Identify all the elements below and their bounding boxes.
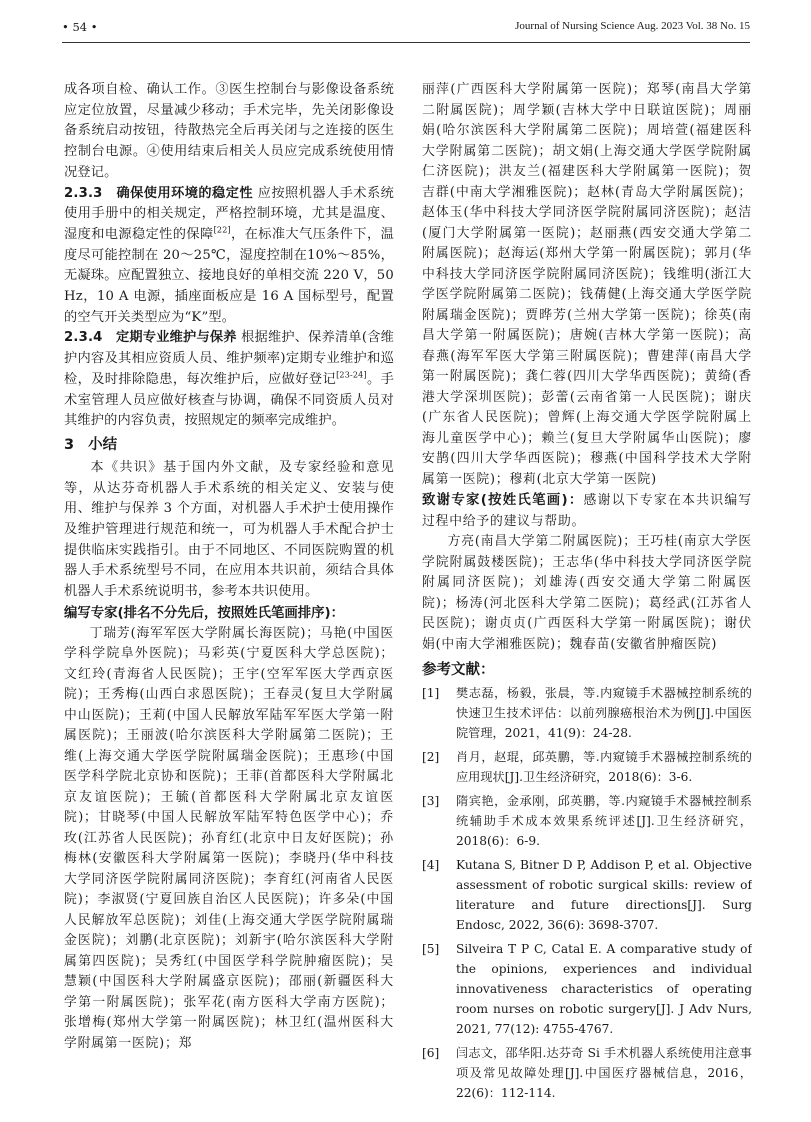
citation: [23-24] xyxy=(336,370,367,380)
reference-item xyxy=(422,855,752,935)
ack-text: 感谢以下专家在本共识编写过程中给予的建议与帮助。 xyxy=(422,493,752,529)
header-rule xyxy=(62,42,750,43)
ack-heading: 致谢专家(按姓氏笔画)： xyxy=(422,493,584,508)
references-list xyxy=(422,683,752,1100)
section-2-3-4-text-a: 根据维护、保养清单(含维护内容及其相应资质人员、维护频率)定期专业维护和巡检，及时排除隐患，每次维护后，应做好登记 xyxy=(64,330,394,387)
running-header xyxy=(62,18,750,38)
ack-names: 方亮(南昌大学第二附属医院)；王巧桂(南京大学医学院附属鼓楼医院)；王志华(华中科技大学同济医学院附属同济医院)；刘雄涛(西安交通大学第二附属医院)；杨涛(河北医科大学第二医院)；葛经武(江苏省人民医院)；谢贞贞(广西医科大学第一附属医院)；谢伏娟(中南大学湘雅医院)；魏春苗(安徽省肿瘤医院) xyxy=(422,534,752,652)
ref-number: [5] xyxy=(422,942,440,956)
page-number: • 54 • xyxy=(62,20,98,34)
section-3-number: 3 xyxy=(64,436,75,453)
section-3-heading xyxy=(64,434,394,456)
summary-paragraph: 本《共识》基于国内外文献，及专家经验和意见等，从达芬奇机器人手术系统的相关定义、安装与使用、维护与保养 3 个方面，对机器人手术护士使用操作及维护管理进行规范和统一，可为机器人手术配合护士提供临床实践指引。由于不同地区、不同医院购置的机器人手术系统型号不同，在应用本共识前，须结合具体机器人手术系统说明书，参考本共识使用。 xyxy=(64,459,394,600)
ref-number: [4] xyxy=(422,858,440,872)
section-2-3-3-text-a: 应按照机器人手术系统使用手册中的相关规定，严格控制环境，尤其是温度、湿度和电源稳定性的保障 xyxy=(64,185,394,242)
left-column xyxy=(64,80,394,1100)
ref-text: 肖月，赵琨，邱英鹏，等.内窥镜手术器械控制系统的应用现状[J].卫生经济研究，2018(6)：3-6. xyxy=(456,750,752,784)
ref-text: Silveira T P C, Catal E. A comparative study of the opinions, experiences and individual innovativeness characteristics of operating room nurses on robotic surgery[J]. J Adv Nurs, 2021, 77(12): 4755-4767. xyxy=(456,942,752,1036)
ref-number: [3] xyxy=(422,794,440,808)
experts-list: 丁瑞芳(海军军医大学附属长海医院)；马艳(中国医学科学院阜外医院)；马彩英(宁夏医科大学总医院)；文红玲(青海省人民医院)；王宇(空军军医大学西京医院)；王秀梅(山西白求恩医院)；王春灵(复旦大学附属中山医院)；王莉(中国人民解放军陆军军医大学第一附属医院)；王丽波(哈尔滨医科大学附属第二医院)；王维(上海交通大学医学院附属瑞金医院)；王惠珍(中国医学科学院北京协和医院)；王菲(首都医科大学附属北京友谊医院)；王毓(首都医科大学附属北京友谊医院)；甘晓琴(中国人民解放军陆军特色医学中心)；乔玫(江苏省人民医院)；孙育红(北京中日友好医院)；孙梅林(安徽医科大学附属第一医院)；李晓丹(华中科技大学同济医学院附属同济医院)；李育红(河南省人民医院)；李淑贤(宁夏回族自治区人民医院)；许多朵(中国人民解放军总医院)；刘佳(上海交通大学医学院附属瑞金医院)；刘鹏(北京医院)；刘新宇(哈尔滨医科大学附属第四医院)；吴秀红(中国医学科学院肿瘤医院)；吴慧颖(中国医科大学附属盛京医院)；邵丽(新疆医科大学第一附属医院)；张军花(南方医科大学南方医院)；张增梅(郑州大学第一附属医院)；林卫红(温州医科大学附属第一医院)；郑 xyxy=(64,625,394,1051)
reference-item xyxy=(422,683,752,743)
ref-text: 樊志磊，杨毅，张晨，等.内窥镜手术器械控制系统的快速卫生技术评估：以前列腺癌根治术为例[J].中国医院管理，2021，41(9)：24-28. xyxy=(456,686,752,740)
ref-text: 隋宾艳，金承刚，邱英鹏，等.内窥镜手术器械控制系统辅助手术成本效果系统评述[J].卫生经济研究，2018(6)：6-9. xyxy=(456,794,752,848)
section-2-3-3 xyxy=(64,184,394,329)
right-column xyxy=(422,80,752,1100)
citation: [22] xyxy=(213,225,231,235)
ref-number: [6] xyxy=(422,1046,440,1060)
acknowledgement xyxy=(422,490,752,532)
reference-item xyxy=(422,1043,752,1100)
references-heading: 参考文献： xyxy=(422,662,495,678)
section-2-3-3-heading: 2.3.3 确保使用环境的稳定性 xyxy=(64,185,254,201)
ref-number: [1] xyxy=(422,686,440,700)
section-2-3-4-heading: 2.3.4 定期专业维护与保养 xyxy=(64,330,237,346)
journal-info: Journal of Nursing Science Aug. 2023 Vol. 38 No. 15 xyxy=(515,20,750,32)
reference-item xyxy=(422,747,752,787)
reference-item xyxy=(422,791,752,851)
experts-list-continued: 丽萍(广西医科大学附属第一医院)；郑琴(南昌大学第二附属医院)；周学颖(吉林大学中日联谊医院)；周丽娟(哈尔滨医科大学附属第二医院)；周培萱(福建医科大学附属第二医院)；胡文娟(上海交通大学医学院附属仁济医院)；洪友兰(福建医科大学附属第一医院)；贺吉群(中南大学湘雅医院)；赵林(青岛大学附属医院)；赵体玉(华中科技大学同济医学院附属同济医院)；赵洁(厦门大学附属第一医院)；赵丽燕(西安交通大学第二附属医院)；赵海运(郑州大学第一附属医院)；郭月(华中科技大学同济医学院附属同济医院)；钱维明(浙江大学医学院附属第二医院)；钱蒨健(上海交通大学医学院附属瑞金医院)；贾晔芳(兰州大学第一医院)；徐英(南昌大学第一附属医院)；唐婉(吉林大学第一医院)；高春燕(海军军医大学第三附属医院)；曹建萍(南昌大学第一附属医院)；龚仁蓉(四川大学华西医院)；黄绮(香港大学深圳医院)；彭蕾(云南省第一人民医院)；谢庆(广东省人民医院)；曾辉(上海交通大学医学院附属上海儿童医学中心)；赖兰(复旦大学附属华山医院)；廖安鹊(四川大学华西医院)；穆燕(中国科学技术大学附属第一医院)；穆莉(北京大学第一医院) xyxy=(422,82,752,487)
ref-text: 闫志文，邵华阳.达芬奇 Si 手术机器人系统使用注意事项及常见故障处理[J].中国医疗器械信息，2016，22(6)：112-114. xyxy=(456,1046,752,1100)
paragraph-continued: 成各项自检、确认工作。③医生控制台与影像设备系统应定位放置，尽量减少移动；手术完毕，先关闭影像设备系统启动按钮，待散热完全后再关闭与之连接的医生控制台电源。④使用结束后相关人员应完成系统使用情况登记。 xyxy=(64,82,394,180)
section-2-3-4 xyxy=(64,328,394,432)
ref-number: [2] xyxy=(422,750,440,764)
ref-text: Kutana S, Bitner D P, Addison P, et al. Objective assessment of robotic surgical skills: review of literature and future directions[J]. Surg Endosc, 2022, 36(6): 3698-3707. xyxy=(456,858,752,932)
experts-heading: 编写专家(排名不分先后，按照姓氏笔画排序)： xyxy=(64,605,345,621)
section-2-3-3-text-b: ，在标准大气压条件下，温度尽可能控制在 20～25℃，湿度控制在10%～85%，无凝珠。应配置独立、接地良好的单相交流 220 V，50 Hz，10 A 电源，插座面板应是 16 A 国标型号，配置的空气开关类型应为“K”型。 xyxy=(64,226,394,325)
section-2-3-4-text-b: 。手术室管理人员应做好核查与协调，确保不同资质人员对其维护的内容负责，按照规定的频率完成维护。 xyxy=(64,371,394,429)
section-3-title: 小结 xyxy=(88,436,118,453)
reference-item xyxy=(422,939,752,1039)
